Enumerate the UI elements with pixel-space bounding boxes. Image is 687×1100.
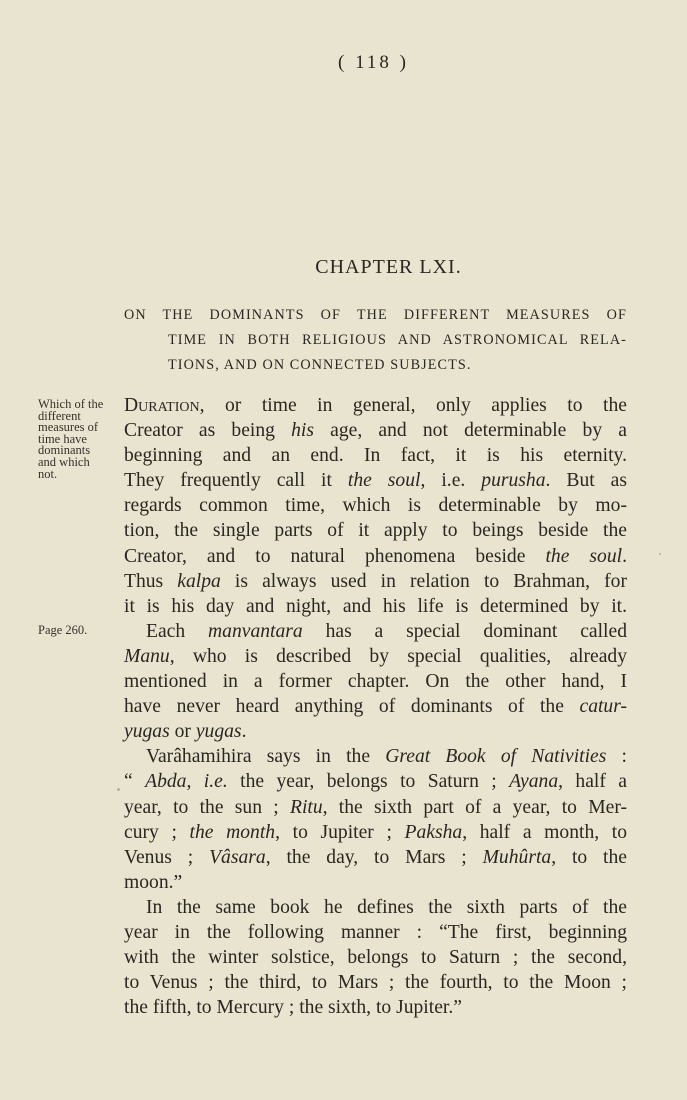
margin-note [38, 399, 122, 480]
text-line: Thus kalpa is always used in relation to Brahman, for [124, 570, 627, 592]
margin-note-line: dominants [38, 443, 91, 458]
subtitle-line: TIME IN BOTH RELIGIOUS AND ASTRONOMICAL RELA- [168, 332, 627, 348]
text-line: it is his day and night, and his life is determined by it. [124, 595, 627, 617]
chapter-subtitle [124, 303, 627, 378]
text-line: Manu, who is described by special qualities, already [124, 645, 627, 667]
text-line: with the winter solstice, belongs to Saturn ; the second, [124, 947, 627, 969]
text-line: to Venus ; the third, to Mars ; the fourth, to the Moon ; [124, 972, 627, 994]
text-line: mentioned in a former chapter. On the other hand, I [124, 671, 627, 693]
text-line: Each manvantara has a special dominant called [146, 620, 627, 642]
chapter-title: CHAPTER LXI. [315, 256, 462, 278]
margin-note-line: not. [38, 466, 58, 481]
body-text [124, 393, 627, 1020]
text-line: tion, the single parts of it apply to beings beside the [124, 520, 627, 542]
text-line: Venus ; Vâsara, the day, to Mars ; Muhûrta, to the [124, 846, 627, 868]
paper-speck [117, 788, 120, 791]
text-line: Creator, and to natural phenomena beside the soul. [124, 545, 628, 567]
text-line: have never heard anything of dominants of the catur- [124, 696, 627, 718]
text-line: cury ; the month, to Jupiter ; Paksha, half a month, to [124, 821, 628, 843]
margin-note-page-ref [38, 625, 122, 637]
text-line: moon.” [124, 871, 183, 893]
text-line: year, to the sun ; Ritu, the sixth part of a year, to Mer- [124, 796, 627, 818]
text-line: the fifth, to Mercury ; the sixth, to Jupiter.” [124, 997, 462, 1019]
margin-note-line: Which of the [38, 397, 104, 411]
margin-note-line: different [38, 408, 81, 423]
text-line: They frequently call it the soul, i.e. purusha. But as [124, 470, 628, 492]
margin-note-line: and which [38, 454, 90, 469]
subtitle-line: TIONS, AND ON CONNECTED SUBJECTS. [168, 357, 472, 373]
subtitle-line: ON THE DOMINANTS OF THE DIFFERENT MEASURES OF [124, 307, 627, 323]
text-line: yugas or yugas. [124, 721, 247, 743]
text-line: regards common time, which is determinable by mo- [124, 495, 627, 517]
paper-speck [659, 553, 661, 555]
margin-note-line: time have [38, 431, 87, 446]
text-line: “ Abda, i.e. the year, belongs to Saturn ; Ayana, half a [124, 771, 627, 793]
text-line: year in the following manner : “The first, beginning [124, 921, 627, 943]
margin-note-line: Page 260. [38, 623, 88, 637]
text-line: Duration, or time in general, only applies to the [124, 395, 627, 416]
text-line: In the same book he defines the sixth parts of the [146, 896, 627, 918]
text-line: Creator as being his age, and not determinable by a [124, 420, 627, 442]
page-number: ( 118 ) [338, 52, 409, 73]
text-line: Varâhamihira says in the Great Book of Nativities : [146, 746, 627, 768]
margin-note-line: measures of [38, 420, 99, 435]
text-line: beginning and an end. In fact, it is his eternity. [124, 445, 627, 467]
